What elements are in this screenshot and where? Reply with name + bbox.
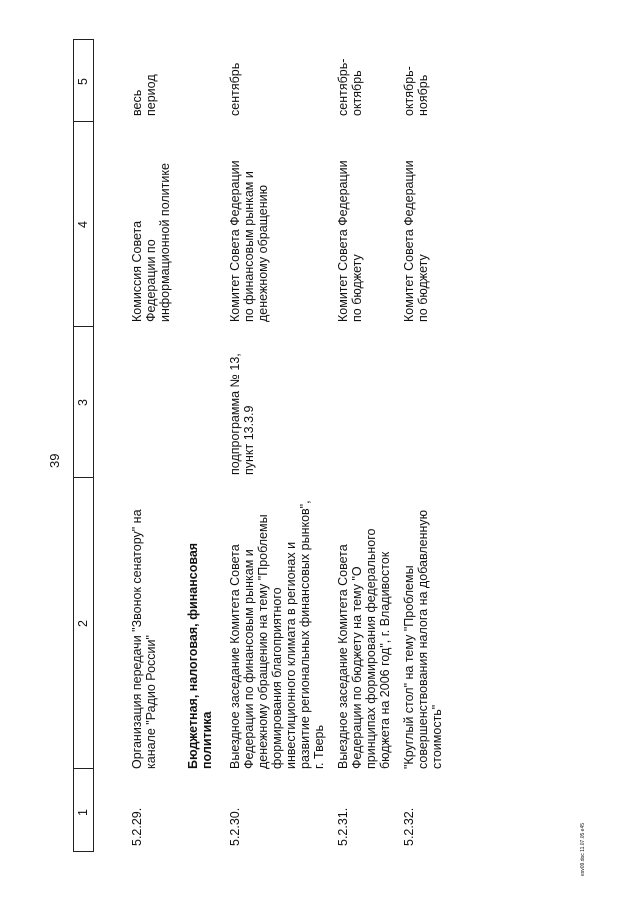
responsible-line: Комитет Совета Федерации [228, 160, 242, 322]
row-number: 5.2.31. [336, 807, 350, 846]
event-line: совершенствования налога на добавленную [416, 509, 430, 769]
period-line: сентябрь [228, 62, 242, 116]
responsible-line: по бюджету [350, 254, 364, 322]
header-divider-1-2 [73, 768, 94, 769]
section-heading: Бюджетная, налоговая, финансовая [186, 542, 200, 769]
footer-filename: esv09.doc 11.07.05 e45 [580, 822, 586, 876]
event-line: Федерации по бюджету на тему "О [350, 566, 364, 769]
event-line: принципах формирования федерального [364, 528, 378, 769]
header-col-5: 5 [76, 78, 90, 85]
section-heading: политика [200, 711, 214, 769]
event-line: бюджета на 2006 год", г. Владивосток [378, 551, 392, 769]
event-line: стоимость" [430, 704, 444, 769]
row-number: 5.2.30. [228, 807, 242, 846]
header-bottom-border [93, 40, 94, 852]
event-line: Организация передачи "Звонок сенатору" на [130, 509, 144, 769]
responsible-line: Комитет Совета Федерации [336, 160, 350, 322]
event-line: Федерации по финансовым рынкам и [242, 549, 256, 769]
responsible-line: по бюджету [416, 254, 430, 322]
period-line: ноябрь [416, 74, 430, 116]
page-number: 39 [47, 453, 62, 468]
event-line: канале "Радио России" [144, 635, 158, 769]
period-line: октябрь [350, 70, 364, 116]
program-line: пункт 13.3.9 [242, 405, 256, 475]
period-line: весь [130, 89, 144, 116]
event-line: г. Тверь [312, 725, 326, 769]
header-col-2: 2 [76, 620, 90, 627]
header-col-1: 1 [76, 809, 90, 816]
event-line: денежному обращению на тему "Проблемы [256, 514, 270, 769]
responsible-line: информационной политике [158, 163, 172, 322]
responsible-line: по финансовым рынкам и [242, 171, 256, 322]
event-line: Выездное заседание Комитета Совета [228, 544, 242, 769]
event-line: инвестиционного климата в регионах и [284, 541, 298, 769]
header-left-border [73, 851, 94, 852]
period-line: сентябрь- [336, 58, 350, 116]
header-col-4: 4 [76, 221, 90, 228]
row-number: 5.2.32. [402, 807, 416, 846]
event-line: развитие региональных финансовых рынков", [298, 500, 312, 769]
responsible-line: Комитет Совета Федерации [402, 160, 416, 322]
header-col-3: 3 [76, 399, 90, 406]
event-line: "Круглый стол" на тему "Проблемы [402, 565, 416, 769]
event-line: формирования благоприятного [270, 587, 284, 769]
period-line: период [144, 74, 158, 116]
period-line: октябрь- [402, 66, 416, 116]
responsible-line: Комиссия Совета [130, 220, 144, 322]
header-right-border [73, 39, 94, 40]
program-line: подпрограмма № 13, [228, 353, 242, 475]
header-divider-4-5 [73, 121, 94, 122]
row-number: 5.2.29. [130, 807, 144, 846]
responsible-line: Федерации по [144, 239, 158, 322]
header-divider-3-4 [73, 326, 94, 327]
event-line: Выездное заседание Комитета Совета [336, 544, 350, 769]
header-divider-2-3 [73, 477, 94, 478]
header-top-border [73, 40, 74, 852]
responsible-line: денежному обращению [256, 184, 270, 322]
